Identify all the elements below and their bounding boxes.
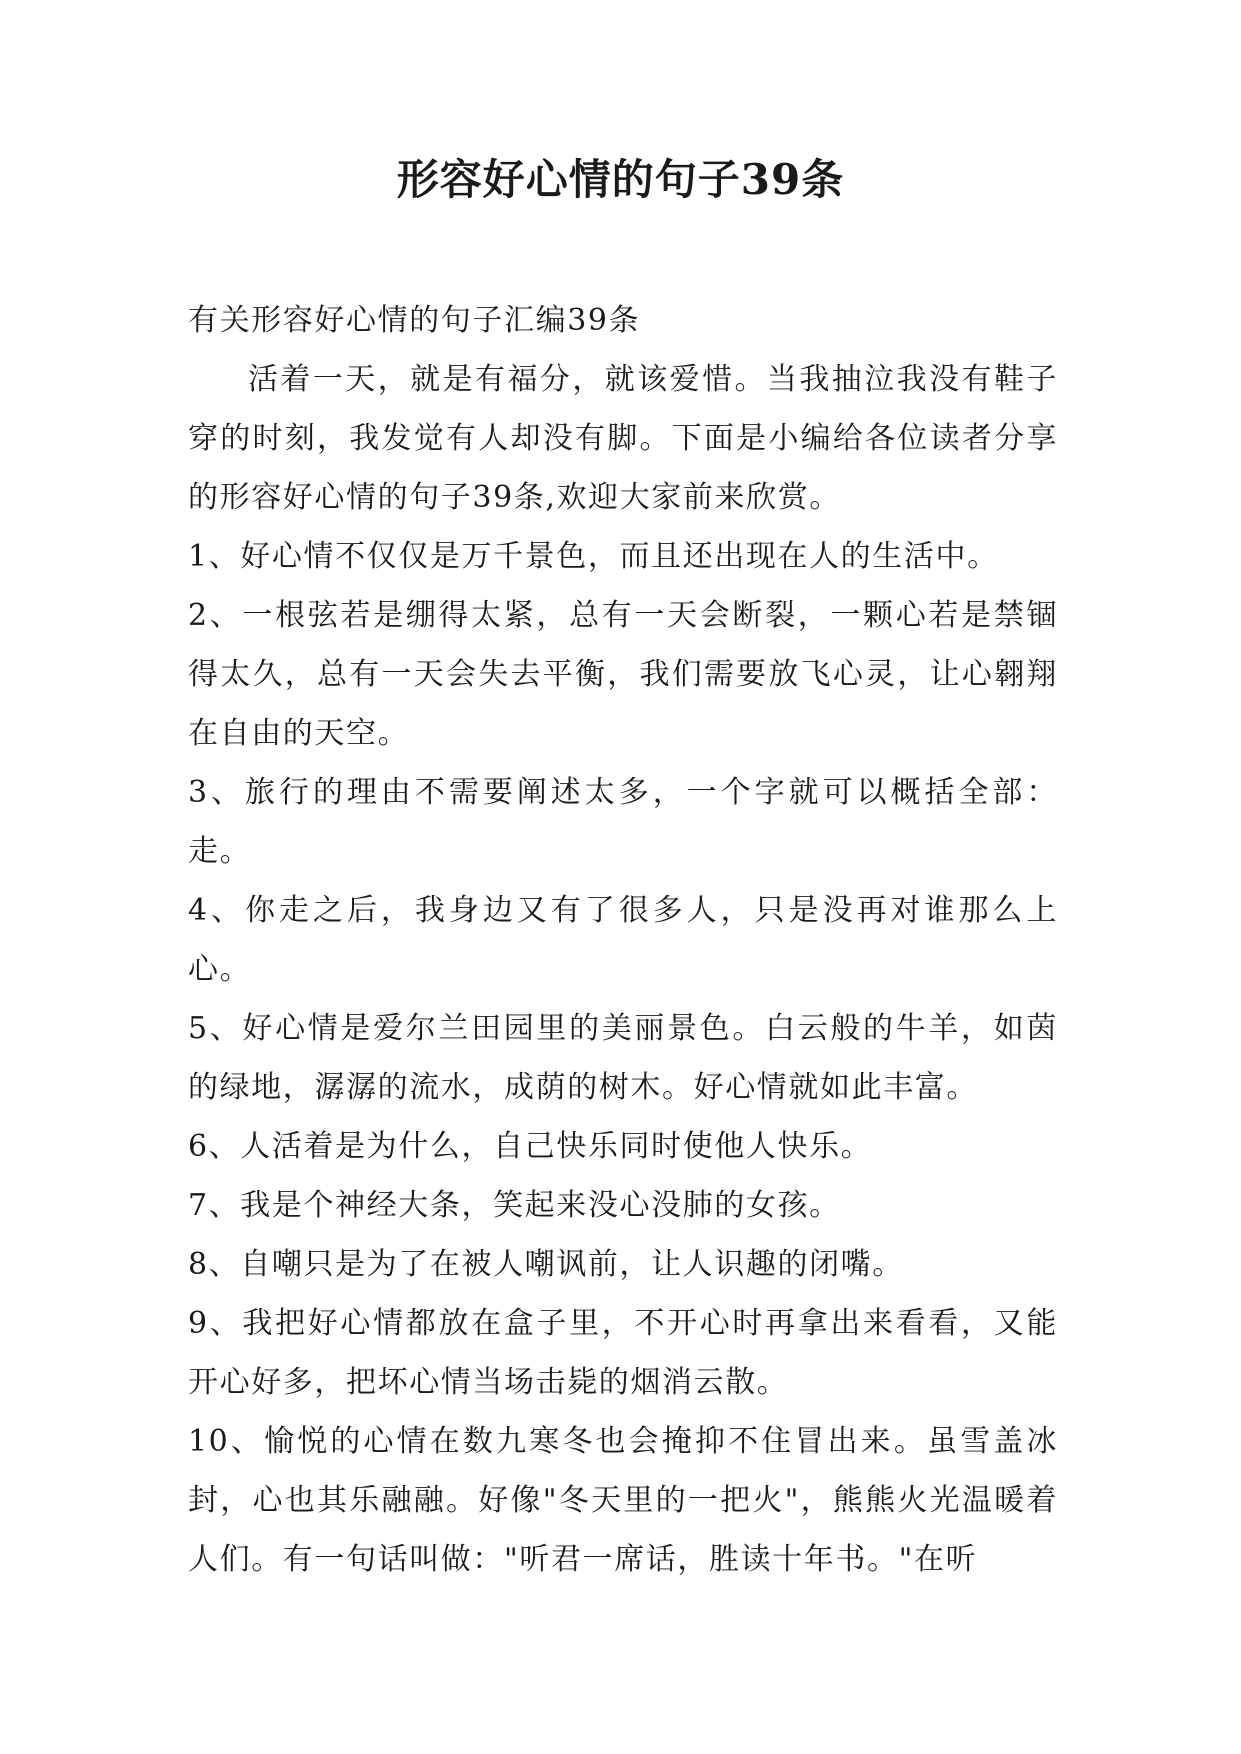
list-item: 1、好心情不仅仅是万千景色，而且还出现在人的生活中。 (188, 539, 999, 574)
list-item: 7、我是个神经大条，笑起来没心没肺的女孩。 (188, 1188, 841, 1223)
list-item: 5、好心情是爱尔兰田园里的美丽景色。白云般的牛羊，如茵的绿地，潺潺的流水，成荫的树木。好心情就如此丰富。 (188, 1011, 1058, 1105)
document-title: 形容好心情的句子39条 (396, 155, 845, 204)
list-item: 2、一根弦若是绷得太紧，总有一天会断裂，一颗心若是禁锢得太久，总有一天会失去平衡，我们需要放飞心灵，让心翱翔在自由的天空。 (188, 598, 1058, 751)
list-item: 9、我把好心情都放在盒子里，不开心时再拿出来看看，又能开心好多，把坏心情当场击毙的烟消云散。 (188, 1306, 1058, 1400)
document-subtitle: 有关形容好心情的句子汇编39条 (188, 303, 641, 338)
list-item: 3、旅行的理由不需要阐述太多，一个字就可以概括全部：走。 (188, 775, 1058, 869)
intro-paragraph: 活着一天，就是有福分，就该爱惜。当我抽泣我没有鞋子穿的时刻，我发觉有人却没有脚。下面是小编给各位读者分享的形容好心情的句子39条,欢迎大家前来欣赏。 (188, 362, 1058, 515)
list-item: 4、你走之后，我身边又有了很多人，只是没再对谁那么上心。 (188, 893, 1058, 987)
document-body (188, 291, 1058, 1589)
list-item: 8、自嘲只是为了在被人嘲讽前，让人识趣的闭嘴。 (188, 1247, 904, 1282)
list-item: 10、愉悦的心情在数九寒冬也会掩抑不住冒出来。虽雪盖冰封，心也其乐融融。好像"冬天里的一把火"，熊熊火光温暖着人们。有一句话叫做："听君一席话，胜读十年书。"在听 (188, 1424, 1058, 1577)
list-item: 6、人活着是为什么，自己快乐同时使他人快乐。 (188, 1129, 873, 1164)
